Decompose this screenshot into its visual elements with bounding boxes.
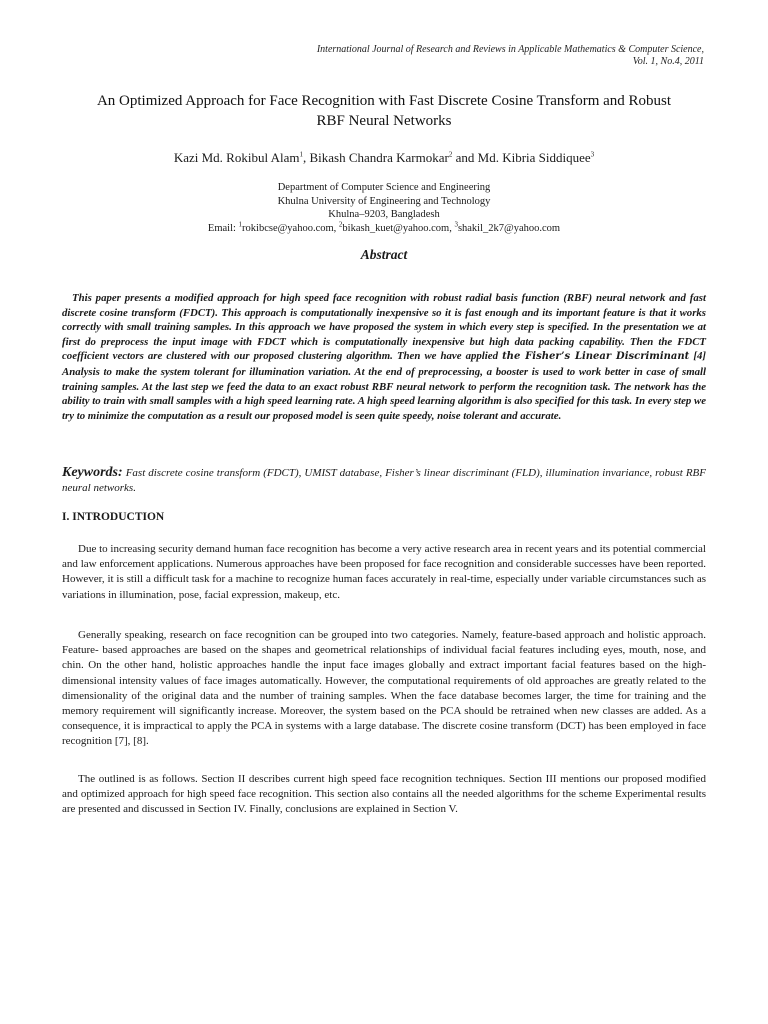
affiliation-block: [40, 181, 728, 235]
keywords-text: Fast discrete cosine transform (FDCT), UMIST database, Fisher’s linear discriminant (FLD), illumination invariance, robust RBF neural networks.: [62, 467, 706, 494]
journal-name: International Journal of Research and Reviews in Applicable Mathematics & Computer Science,: [316, 44, 704, 55]
abstract-text-part: [4] Analysis to make the system tolerant for illumination variation. At the end of preprocessing, a booster is used to work better in case of small training samples. At the last step we feed the data to an exact robust RBF neural network to perform the recognition task. The network has the ability to train with small samples with a high speed learning rate. A high speed learning algorithm is also specified for this task. In every step we try to minimize the computation as a result our proposed model is seen quite speedy, noise tolerant and accurate.: [62, 350, 706, 422]
email-mark: 1: [238, 220, 243, 228]
author-affiliation-mark: 1: [299, 150, 303, 159]
email-address[interactable]: rokibcse@yahoo.com: [242, 222, 334, 234]
author-list: Kazi Md. Rokibul Alam$^1$, Bikash Chandra Karmokar$^2$ and Md. Kibria Siddiquee$^3$: [173, 150, 595, 165]
email-mark: 3: [454, 220, 458, 228]
intro-paragraph: Due to increasing security demand human face recognition has become a very active research area in recent years and its potential commercial and law enforcement applications. Numerous approaches have been proposed for face recognition and considerable successes have been reported. However, it is still a difficult task for a machine to recognize human faces accurately in real-time, especially under variable circumstances such as variations in illumination, pose, facial expression, makeup, etc.: [62, 543, 706, 601]
paper-title-line-2: RBF Neural Networks: [316, 113, 452, 129]
journal-header: [317, 44, 704, 68]
department: Department of Computer Science and Engineering: [277, 182, 491, 193]
journal-volume: Vol. 1, No.4, 2011: [632, 56, 704, 67]
author-name: Md. Kibria Siddiquee: [477, 150, 591, 165]
city: Khulna–9203, Bangladesh: [328, 209, 440, 220]
email-mark: 2: [338, 220, 343, 228]
abstract-text-part: This paper presents a modified approach for high speed face recognition with robust radial basis function (RBF) neural network and fast discrete cosine transform (FDCT). This approach is computationally inexpensive so it is fast enough and its important feature is that it works correctly with small training samples. In this approach we have proposed the system in which every step is specified. In the presentation we at first do preprocess the input image with FDCT which is computationally inexpensive but high data packing capability. Then the FDCT coefficient vectors are clustered with our proposed clustering algorithm. Then we have applied: [62, 292, 706, 363]
abstract-method-reference: the Fisher’s Linear Discriminant: [502, 351, 690, 363]
email-label: Email:: [207, 222, 236, 234]
email-line: Email: $^1$rokibcse@yahoo.com, $^2$bikash_kuet@yahoo.com, $^3$shakil_2k7@yahoo.com: [207, 220, 561, 234]
keywords-block: [62, 465, 706, 496]
email-address[interactable]: bikash_kuet@yahoo.com: [342, 222, 450, 234]
paper-title-line-1: An Optimized Approach for Face Recognition with Fast Discrete Cosine Transform and Robust: [96, 93, 672, 109]
email-address[interactable]: shakil_2k7@yahoo.com: [457, 222, 561, 234]
intro-paragraph: The outlined is as follows. Section II describes current high speed face recognition techniques. Section III mentions our proposed modified and optimized approach for high speed face recognition. This section also contains all the needed algorithms for the scheme Experimental results are presented and discussed in Section IV. Finally, conclusions are explained in Section V.: [62, 773, 706, 816]
intro-paragraph: Generally speaking, research on face recognition can be grouped into two categories. Namely, feature-based approach and holistic approach. Feature- based approaches are based on the shapes and geometrical relationships of individual facial features including eyes, mouth, nose, and chin. On the other hand, holistic approaches handle the input face images globally and extract important facial features based on the high-dimensional intensity values of face images automatically. However, the computational requirements of old approaches are greatly related to the dimensionality of the original data and the number of training samples. When the face database becomes larger, the time for training and the memory requirement will significantly increase. Moreover, the system based on the PCA should be retrained when new classes are added. As a consequence, it is impractical to apply the PCA in systems with a large database. The discrete cosine transform (DCT) has been employed in face recognition [7], [8].: [62, 629, 706, 748]
abstract-heading: Abstract: [360, 247, 408, 262]
abstract-text: [62, 291, 706, 423]
author-affiliation-mark: 2: [448, 150, 453, 159]
section-heading-introduction: I. INTRODUCTION: [62, 511, 165, 523]
university: Khulna University of Engineering and Technology: [277, 195, 491, 207]
paper-title: [40, 91, 728, 131]
author-name: Bikash Chandra Karmokar: [309, 150, 449, 165]
keywords-label: Keywords:: [62, 465, 123, 480]
author-name: Kazi Md. Rokibul Alam: [173, 150, 300, 165]
author-affiliation-mark: 3: [590, 150, 595, 159]
